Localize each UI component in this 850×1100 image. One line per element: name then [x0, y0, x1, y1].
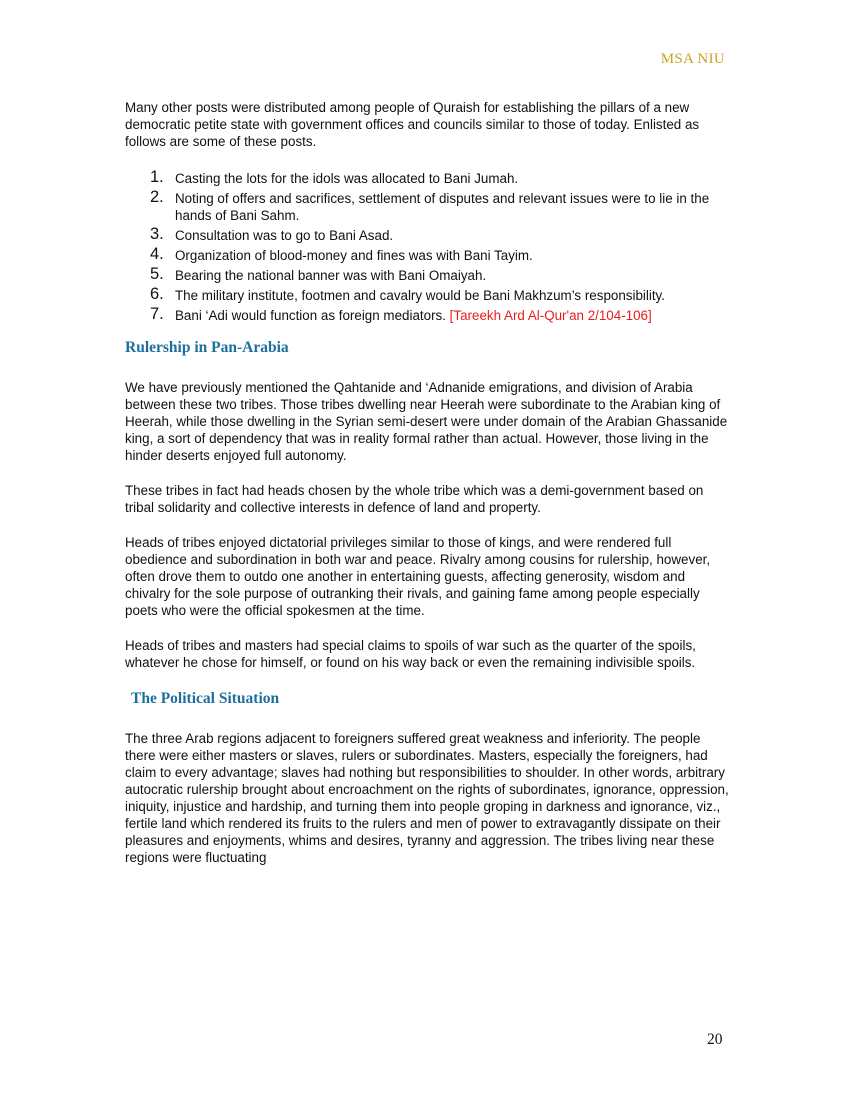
list-item-text: Casting the lots for the idols was allocated to Bani Jumah.	[175, 171, 519, 186]
paragraph: Heads of tribes and masters had special claims to spoils of war such as the quarter of the spoils, whatever he chose for himself, or found on his way back or even the remaining indivisible spoils.	[125, 638, 696, 670]
paragraph: Heads of tribes enjoyed dictatorial privileges similar to those of kings, and were rendered full obedience and subordination in both war and peace. Rivalry among cousins for rulership, however, often drove them to outdo one another in entertaining guests, affecting generosity, wisdom and chivalry for the sole purpose of outranking their rivals, and gaining fame among people especially poets who were the official spokesmen at the time.	[125, 535, 711, 618]
paragraph: These tribes in fact had heads chosen by the whole tribe which was a demi-government based on tribal solidarity and collective interests in defence of land and property.	[125, 483, 704, 515]
list-number: 7.	[150, 305, 164, 323]
list-number: 5.	[150, 265, 164, 283]
page-body	[125, 99, 730, 884]
list-item-text: The military institute, footmen and cavalry would be Bani Makhzum’s responsibility.	[175, 288, 665, 303]
list-number: 4.	[150, 245, 164, 263]
section-heading-rulership: Rulership in Pan-Arabia	[125, 339, 289, 356]
list-item-text: Organization of blood-money and fines was with Bani Tayim.	[175, 248, 533, 263]
posts-list	[125, 170, 730, 324]
paragraph: We have previously mentioned the Qahtanide and ‘Adnanide emigrations, and division of Arabia between these two tribes. Those tribes dwelling near Heerah were subordinate to the Arabian king of Heerah, while those dwelling in the Syrian semi-desert were under domain of the Arabian Ghassanide king, a sort of dependency that was in reality formal rather than actual. However, those living in the hinder deserts enjoyed full autonomy.	[125, 380, 728, 463]
list-item	[150, 227, 730, 244]
list-item-text: Bearing the national banner was with Bani Omaiyah.	[175, 268, 487, 283]
list-item-text: Noting of offers and sacrifices, settlement of disputes and relevant issues were to lie in the hands of Bani Sahm.	[175, 191, 710, 223]
page-number: 20	[707, 1031, 723, 1048]
list-item	[150, 267, 730, 284]
list-item	[150, 190, 730, 224]
intro-paragraph: Many other posts were distributed among people of Quraish for establishing the pillars of a new democratic petite state with government offices and councils similar to those of today. Enlisted as follows are some of these posts.	[125, 100, 700, 149]
citation: [Tareekh Ard Al-Qur'an 2/104-106]	[449, 308, 652, 323]
list-item	[150, 307, 730, 324]
list-item	[150, 247, 730, 264]
list-item-text: Bani ‘Adi would function as foreign mediators.	[175, 308, 450, 323]
list-number: 2.	[150, 188, 164, 206]
list-number: 3.	[150, 225, 164, 243]
list-item	[150, 287, 730, 304]
paragraph: The three Arab regions adjacent to foreigners suffered great weakness and inferiority. The people there were either masters or slaves, rulers or subordinates. Masters, especially the foreigners, had claim to every advantage; slaves had nothing but responsibilities to shoulder. In other words, arbitrary autocratic rulership brought about encroachment on the rights of subordinates, ignorance, oppression, iniquity, injustice and hardship, and turning them into people groping in darkness and ignorance, viz., fertile land which rendered its fruits to the rulers and men of power to extravagantly dissipate on their pleasures and enjoyments, whims and desires, tyranny and aggression. The tribes living near these regions were fluctuating	[125, 731, 729, 865]
list-item-text: Consultation was to go to Bani Asad.	[175, 228, 394, 243]
list-number: 6.	[150, 285, 164, 303]
running-header: MSA NIU	[660, 51, 725, 67]
list-item	[150, 170, 730, 187]
list-number: 1.	[150, 168, 164, 186]
section-heading-political-situation: The Political Situation	[131, 690, 280, 707]
